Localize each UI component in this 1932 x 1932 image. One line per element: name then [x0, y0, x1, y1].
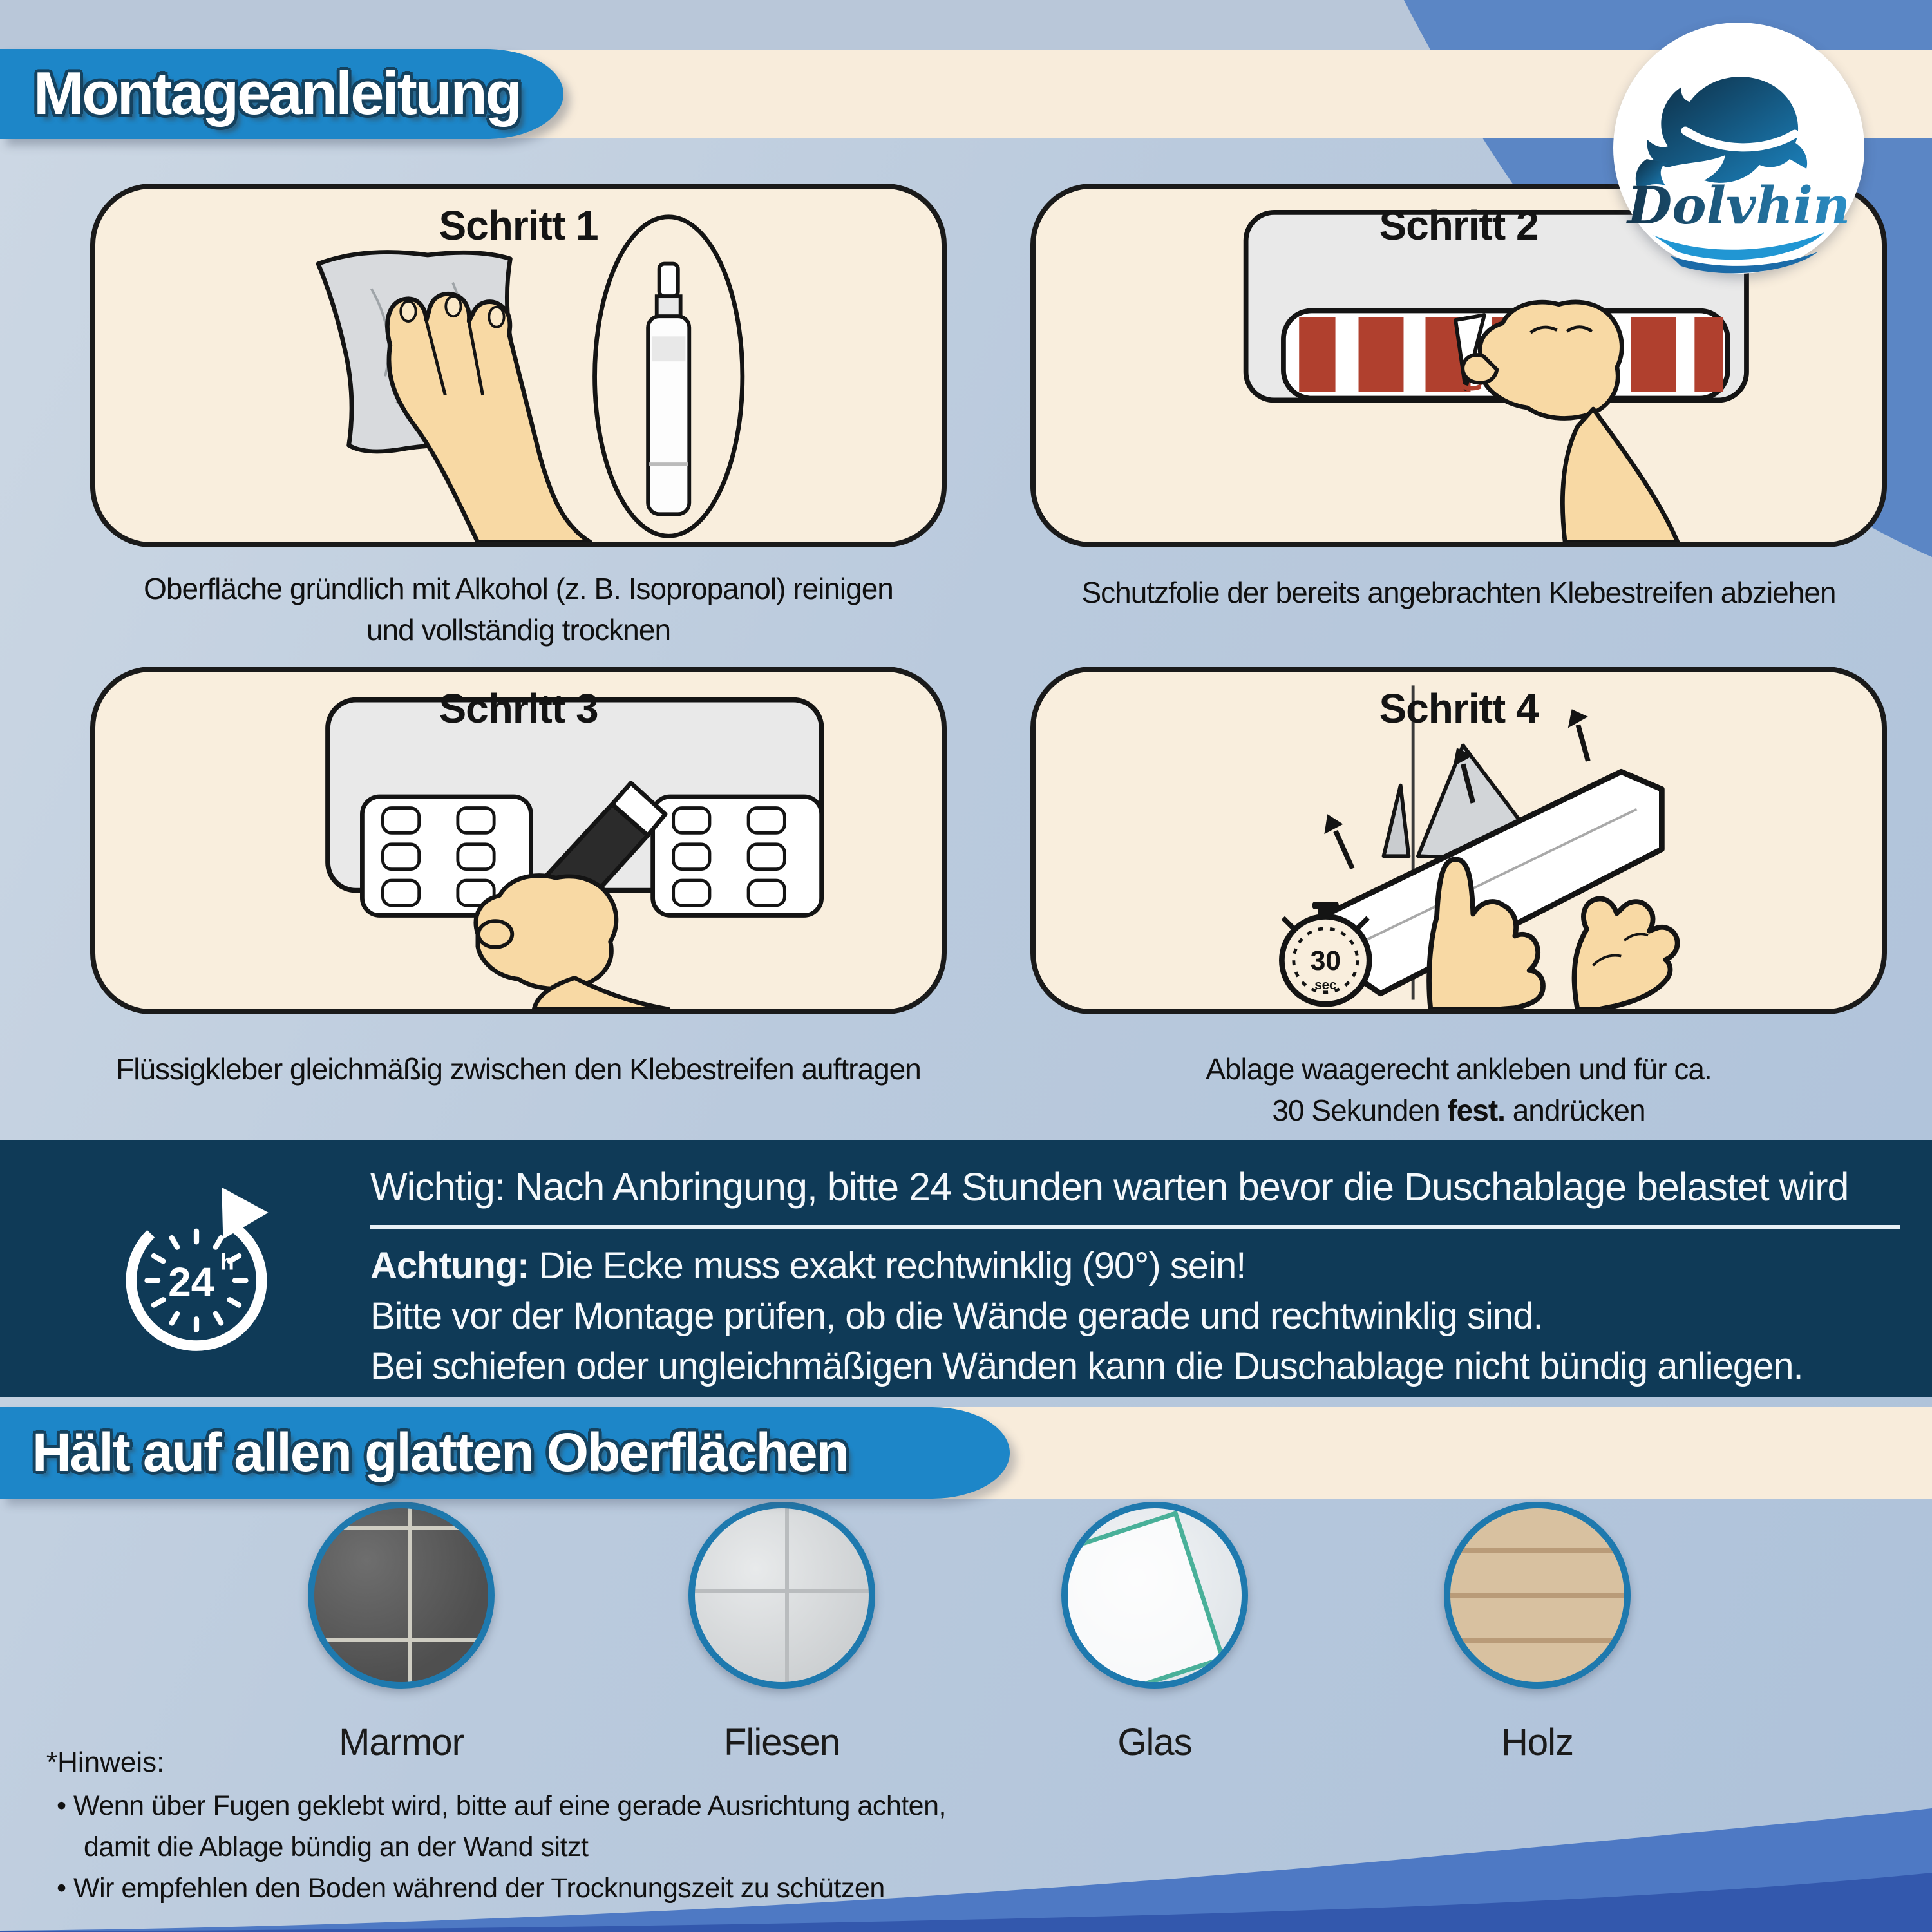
- holding-hand: [476, 876, 668, 1009]
- title-ribbon: [0, 49, 564, 139]
- step1-caption: Oberfläche gründlich mit Alkohol (z. B. Isopropanol) reinigen und vollständig trocknen: [144, 572, 893, 647]
- adhesive-strip-plate-right: [653, 797, 822, 915]
- spray-bottle-icon: [648, 264, 689, 515]
- step-panel-3: [90, 667, 947, 1014]
- footnote-title: *Hinweis:: [46, 1747, 165, 1778]
- label-marmor: Marmor: [339, 1721, 464, 1763]
- step3-title: Schritt 3: [439, 685, 598, 732]
- wichtig-line: Wichtig: Nach Anbringung, bitte 24 Stunden warten bevor die Duschablage belastet wird: [370, 1165, 1849, 1209]
- step4-caption: Ablage waagerecht ankleben und für ca. 30 Sekunden fest. andrücken: [1206, 1052, 1712, 1128]
- bottom-wave-decoration: [0, 1739, 1932, 1932]
- achtung-line3: Bei schiefen oder ungleichmäßigen Wänden kann die Duschablage nicht bündig anliegen.: [370, 1345, 1803, 1387]
- wiping-hand: [388, 294, 591, 542]
- dolphin-logo-icon: [1613, 23, 1864, 274]
- clock-value: 24: [168, 1259, 214, 1306]
- stopwatch-value: 30: [1310, 945, 1341, 976]
- surface-sample-fliesen: [688, 1502, 875, 1689]
- surface-sample-holz: [1444, 1502, 1631, 1689]
- step1-title: Schritt 1: [439, 202, 598, 249]
- brand-logo: [1613, 23, 1864, 274]
- achtung-line2: Bitte vor der Montage prüfen, ob die Wände gerade und rechtwinklig sind.: [370, 1295, 1543, 1337]
- corner-bracket-small: [1384, 786, 1409, 857]
- step3-caption: Flüssigkleber gleichmäßig zwischen den Klebestreifen auftragen: [116, 1052, 921, 1086]
- label-holz: Holz: [1501, 1721, 1574, 1763]
- surface-sample-marmor: [308, 1502, 495, 1689]
- surfaces-title: Hält auf allen glatten Oberflächen: [32, 1422, 848, 1482]
- dolphin-body: [1647, 77, 1808, 183]
- glass-pane: [1061, 1511, 1226, 1689]
- warning-banner: [0, 1140, 1932, 1397]
- brand-name: Dolvhin: [1627, 175, 1851, 236]
- clock-unit: h: [220, 1249, 234, 1275]
- achtung-line1: Achtung: Die Ecke muss exakt rechtwinklig (90°) sein!: [370, 1245, 1246, 1287]
- label-glas: Glas: [1117, 1721, 1192, 1763]
- footnote-bullet-1-cont: damit die Ablage bündig an der Wand sitzt: [84, 1832, 589, 1862]
- logo-wave-1: [1653, 232, 1824, 260]
- 24h-clock-icon: [97, 1175, 296, 1375]
- surface-sample-glas: [1061, 1502, 1248, 1689]
- footnote-bullet-1: • Wenn über Fugen geklebt wird, bitte auf eine gerade Ausrichtung achten,: [57, 1790, 946, 1822]
- step-panel-4: [1030, 667, 1887, 1014]
- banner-divider: [370, 1225, 1900, 1229]
- step2-caption: Schutzfolie der bereits angebrachten Klebestreifen abziehen: [1081, 576, 1836, 609]
- step-panel-1: [90, 184, 947, 547]
- page-title: Montageanleitung: [33, 59, 521, 127]
- footnote-bullet-2: • Wir empfehlen den Boden während der Trocknungszeit zu schützen: [57, 1873, 885, 1904]
- step2-title: Schritt 2: [1379, 202, 1539, 249]
- step4-title: Schritt 4: [1379, 685, 1539, 732]
- label-fliesen: Fliesen: [724, 1721, 840, 1763]
- surfaces-ribbon: [0, 1407, 1010, 1499]
- stopwatch-unit: sec: [1314, 978, 1337, 992]
